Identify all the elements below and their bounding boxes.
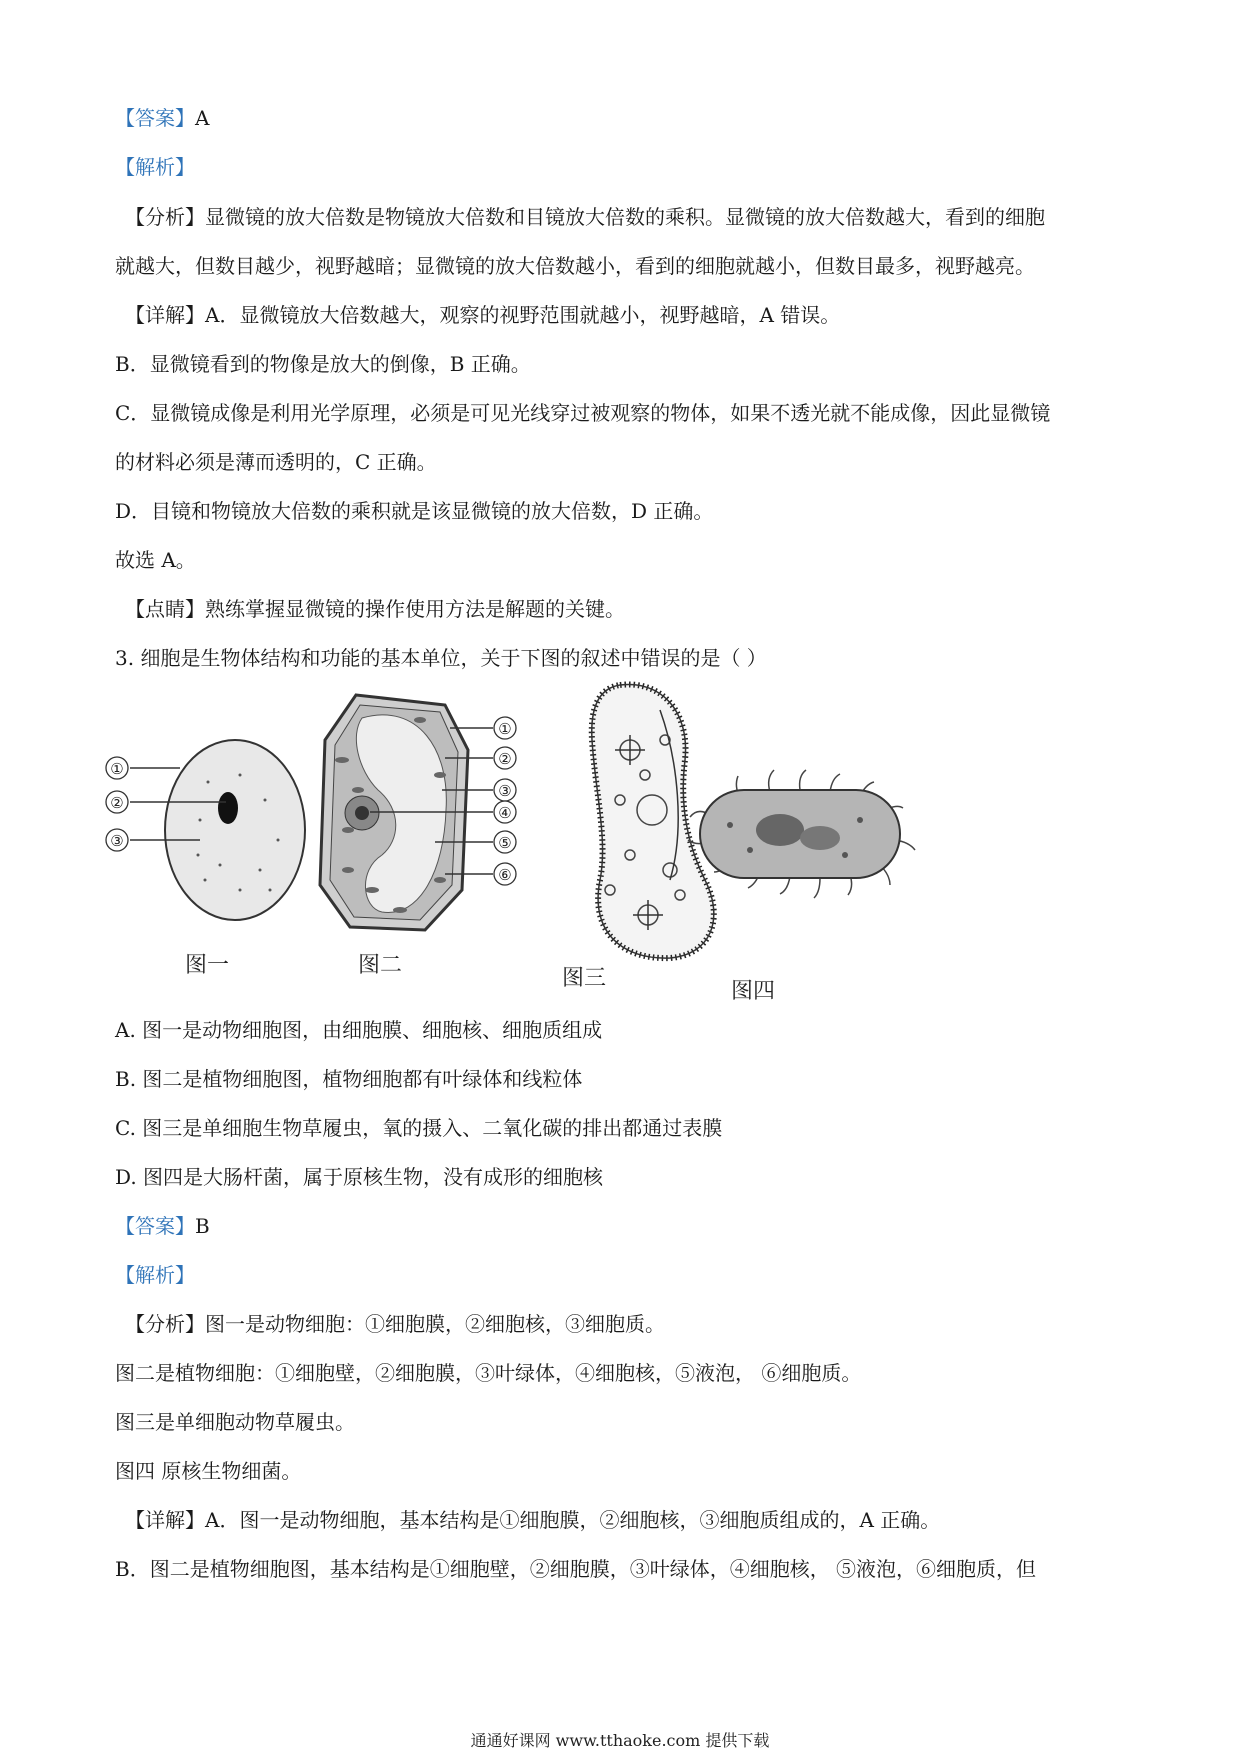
analysis-text: 图二是植物细胞：①细胞壁，②细胞膜，③叶绿体，④细胞核，⑤液泡， ⑥细胞质。 — [115, 1361, 862, 1385]
detail-text: 的材料必须是薄而透明的，C 正确。 — [115, 450, 437, 474]
plant-cell-diagram — [320, 695, 516, 978]
fig2-caption: 图二 — [358, 953, 403, 978]
animal-cell-diagram — [106, 740, 305, 978]
detail-text: C．显微镜成像是利用光学原理，必须是可见光线穿过被观察的物体，如果不透光就不能成像，因此显微镜 — [115, 401, 1051, 425]
fig1-caption: 图一 — [185, 953, 230, 978]
analysis-text: 【分析】图一是动物细胞：①细胞膜，②细胞核，③细胞质。 — [125, 1312, 665, 1336]
fig1-label-3: ③ — [110, 832, 124, 850]
bacterium-diagram — [688, 770, 915, 1004]
detail-text: 【详解】A．显微镜放大倍数越大，观察的视野范围就越小，视野越暗，A 错误。 — [125, 303, 841, 327]
option-c: C. 图三是单细胞生物草履虫，氧的摄入、二氧化碳的排出都通过表膜 — [115, 1116, 723, 1140]
fig2-label-3: ③ — [498, 782, 512, 800]
fig3-caption: 图三 — [562, 966, 607, 991]
analysis-tag: 【解析】 — [115, 155, 195, 179]
analysis-text: 图三是单细胞动物草履虫。 — [115, 1410, 355, 1434]
fig2-label-5: ⑤ — [498, 834, 512, 852]
analysis-text: 图四 原核生物细菌。 — [115, 1459, 302, 1483]
cell-diagram-figure — [100, 680, 980, 1010]
question-stem: 3. 细胞是生物体结构和功能的基本单位，关于下图的叙述中错误的是（ ） — [115, 646, 767, 670]
answer-tag: 【答案】 — [115, 1214, 195, 1238]
conclusion-text: 故选 A。 — [115, 548, 196, 572]
paramecium-diagram — [562, 684, 714, 991]
option-a: A. 图一是动物细胞图，由细胞膜、细胞核、细胞质组成 — [115, 1018, 603, 1042]
fig2-label-2: ② — [498, 750, 512, 768]
fig2-label-6: ⑥ — [498, 866, 512, 884]
fig1-label-1: ① — [110, 760, 124, 778]
analysis-text: 【分析】显微镜的放大倍数是物镜放大倍数和目镜放大倍数的乘积。显微镜的放大倍数越大，看到的细胞 — [125, 205, 1045, 229]
option-d: D. 图四是大肠杆菌，属于原核生物，没有成形的细胞核 — [115, 1165, 604, 1189]
detail-text: D．目镜和物镜放大倍数的乘积就是该显微镜的放大倍数，D 正确。 — [115, 499, 714, 523]
detail-text: B．显微镜看到的物像是放大的倒像，B 正确。 — [115, 352, 531, 376]
analysis-text: 就越大，但数目越少，视野越暗；显微镜的放大倍数越小，看到的细胞就越小，但数目最多，视野越亮。 — [115, 254, 1035, 278]
answer-value: A — [195, 106, 210, 130]
fig2-label-4: ④ — [498, 804, 512, 822]
comment-text: 【点睛】熟练掌握显微镜的操作使用方法是解题的关键。 — [125, 597, 625, 621]
analysis-tag: 【解析】 — [115, 1263, 195, 1287]
detail-text: 【详解】A．图一是动物细胞，基本结构是①细胞膜，②细胞核，③细胞质组成的，A 正确。 — [125, 1508, 941, 1532]
fig2-label-1: ① — [498, 720, 512, 738]
answer-tag: 【答案】 — [115, 106, 195, 130]
answer-line-q2 — [115, 104, 209, 132]
answer-value: B — [195, 1214, 210, 1238]
answer-line-q3 — [115, 1212, 210, 1240]
fig4-caption: 图四 — [731, 979, 776, 1004]
option-b: B. 图二是植物细胞图，植物细胞都有叶绿体和线粒体 — [115, 1067, 583, 1091]
cell-diagrams-svg — [100, 680, 980, 1010]
detail-text: B．图二是植物细胞图，基本结构是①细胞壁，②细胞膜，③叶绿体，④细胞核， ⑤液泡，⑥细胞质，但 — [115, 1557, 1037, 1581]
page-footer: 通通好课网 www.tthaoke.com 提供下载 — [470, 1731, 770, 1750]
fig1-label-2: ② — [110, 794, 124, 812]
